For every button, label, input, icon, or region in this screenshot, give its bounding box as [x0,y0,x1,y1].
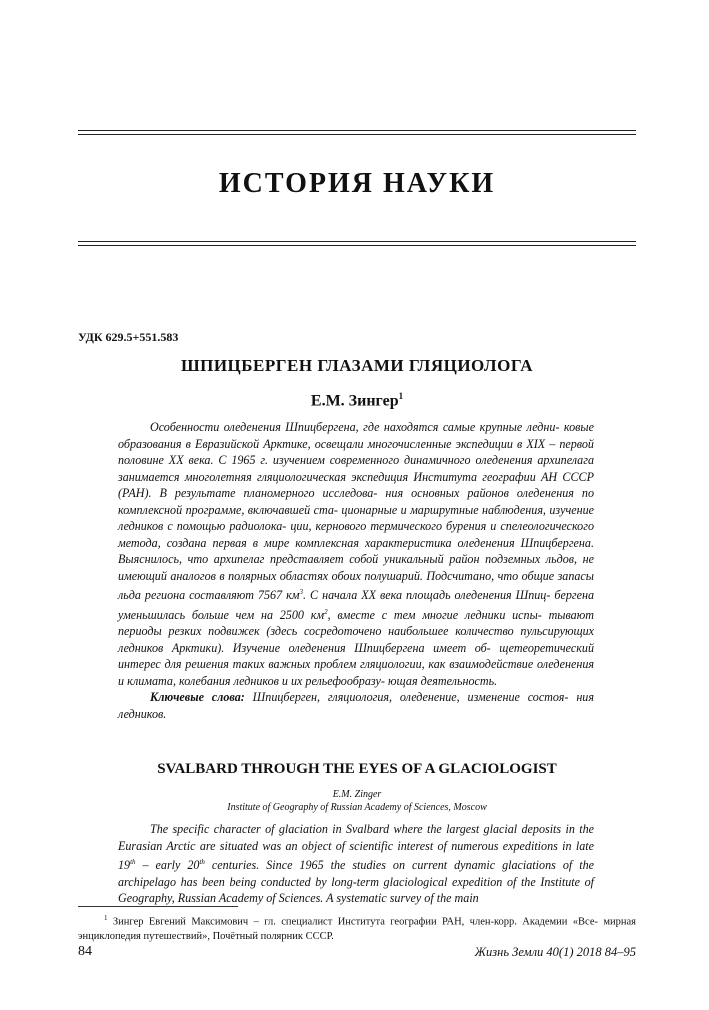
abstract-ru-paragraph: Особенности оледенения Шпицбергена, где находятся самые крупные ледни- ковые образования в Евразийской Арктике, освещали многочисленные экспедиции в XIX – первой половине XX века. С 1965 г. изучением современного динамичного оледенения архипелага занимается многолетняя гляциологическая экспедиция Института географии АН СССР (РАН). В результате планомерного исследова- ния основных районов оледенения по комплексной программе, включавшей ста- ционарные и маршрутные наблюдения, изучение ледников с помощью радиолока- ции, кернового термического бурения и спелеологического метода, создана первая в мире комплексная характеристика оледенения Шпицбергена. Выяснилось, что архипелаг представляет собой уникальный район подземных льдов, не имеющий аналогов в полярных областях обоих полушарий. Подсчитано, что общие запасы льда региона составляют 7567 $км^3$. С начала XX века площадь оледенения Шпиц- бергена уменьшилась больше чем на 2500 $км^2$, вместе с тем многие ледники испы- тывают периоды резких подвижек (здесь сосредоточено наибольшее количество пульсирующих ледников Арктики). Изучение оледенения Шпицбергена имеет об- щетеоретический интерес для решения таких важных проблем гляциологии, как взаимодействие оледенения и климата, колебания ледников и их рельефообразу- ющая деятельность. [118,420,595,688]
keywords-label: Ключевые слова: [150,690,245,705]
abstract-en [118,821,594,907]
article-title-en: SVALBARD THROUGH THE EYES OF A GLACIOLOGIST [157,761,557,777]
page-number: 84 [78,944,92,959]
abstract-ru [118,419,594,722]
udk-code: УДК 629.5+551.583 [78,330,179,344]
footnote-separator [78,906,238,907]
footnote-marker: 1 [104,914,108,922]
abstract-en-paragraph: The specific character of glaciation in Svalbard where the largest glacial deposits in the Eurasian Arctic are situated was an object of scientific interest of numerous expeditions in late 19th – early 20th centuries. Since 1965 the studies on current dynamic glaciations of the archipelago has been being conducted by long-term glaciological expedition of the Institute of Geography, Russian Academy of Sciences. A systematic survey of the main [118,822,594,906]
bottom-double-rule [78,241,636,246]
author-en: E.M. Zinger [332,789,382,800]
author-ru-name: Е.М. Зингер [310,392,399,410]
author-footnote-marker: 1 [398,391,404,401]
journal-reference: Жизнь Земли 40(1) 2018 84–95 [474,945,636,959]
section-title: ИСТОРИЯ НАУКИ [218,168,496,199]
article-title-ru: ШПИЦБЕРГЕН ГЛАЗАМИ ГЛЯЦИОЛОГА [180,356,534,375]
top-double-rule [78,130,636,135]
keywords-ru: Ключевые слова: Шпицберген, гляциология, оледенение, изменение состоя- ния ледников. [118,690,594,721]
affiliation-en: Institute of Geography of Russian Academy of Sciences, Moscow [227,802,487,813]
author-ru [78,391,636,410]
footnote: $^1$ Зингер Евгений Максимович – гл. специалист Института географии РАН, член-корр. Академии «Все- мирная энциклопедия путешествий», Почётный полярник СССР. [78,914,637,942]
